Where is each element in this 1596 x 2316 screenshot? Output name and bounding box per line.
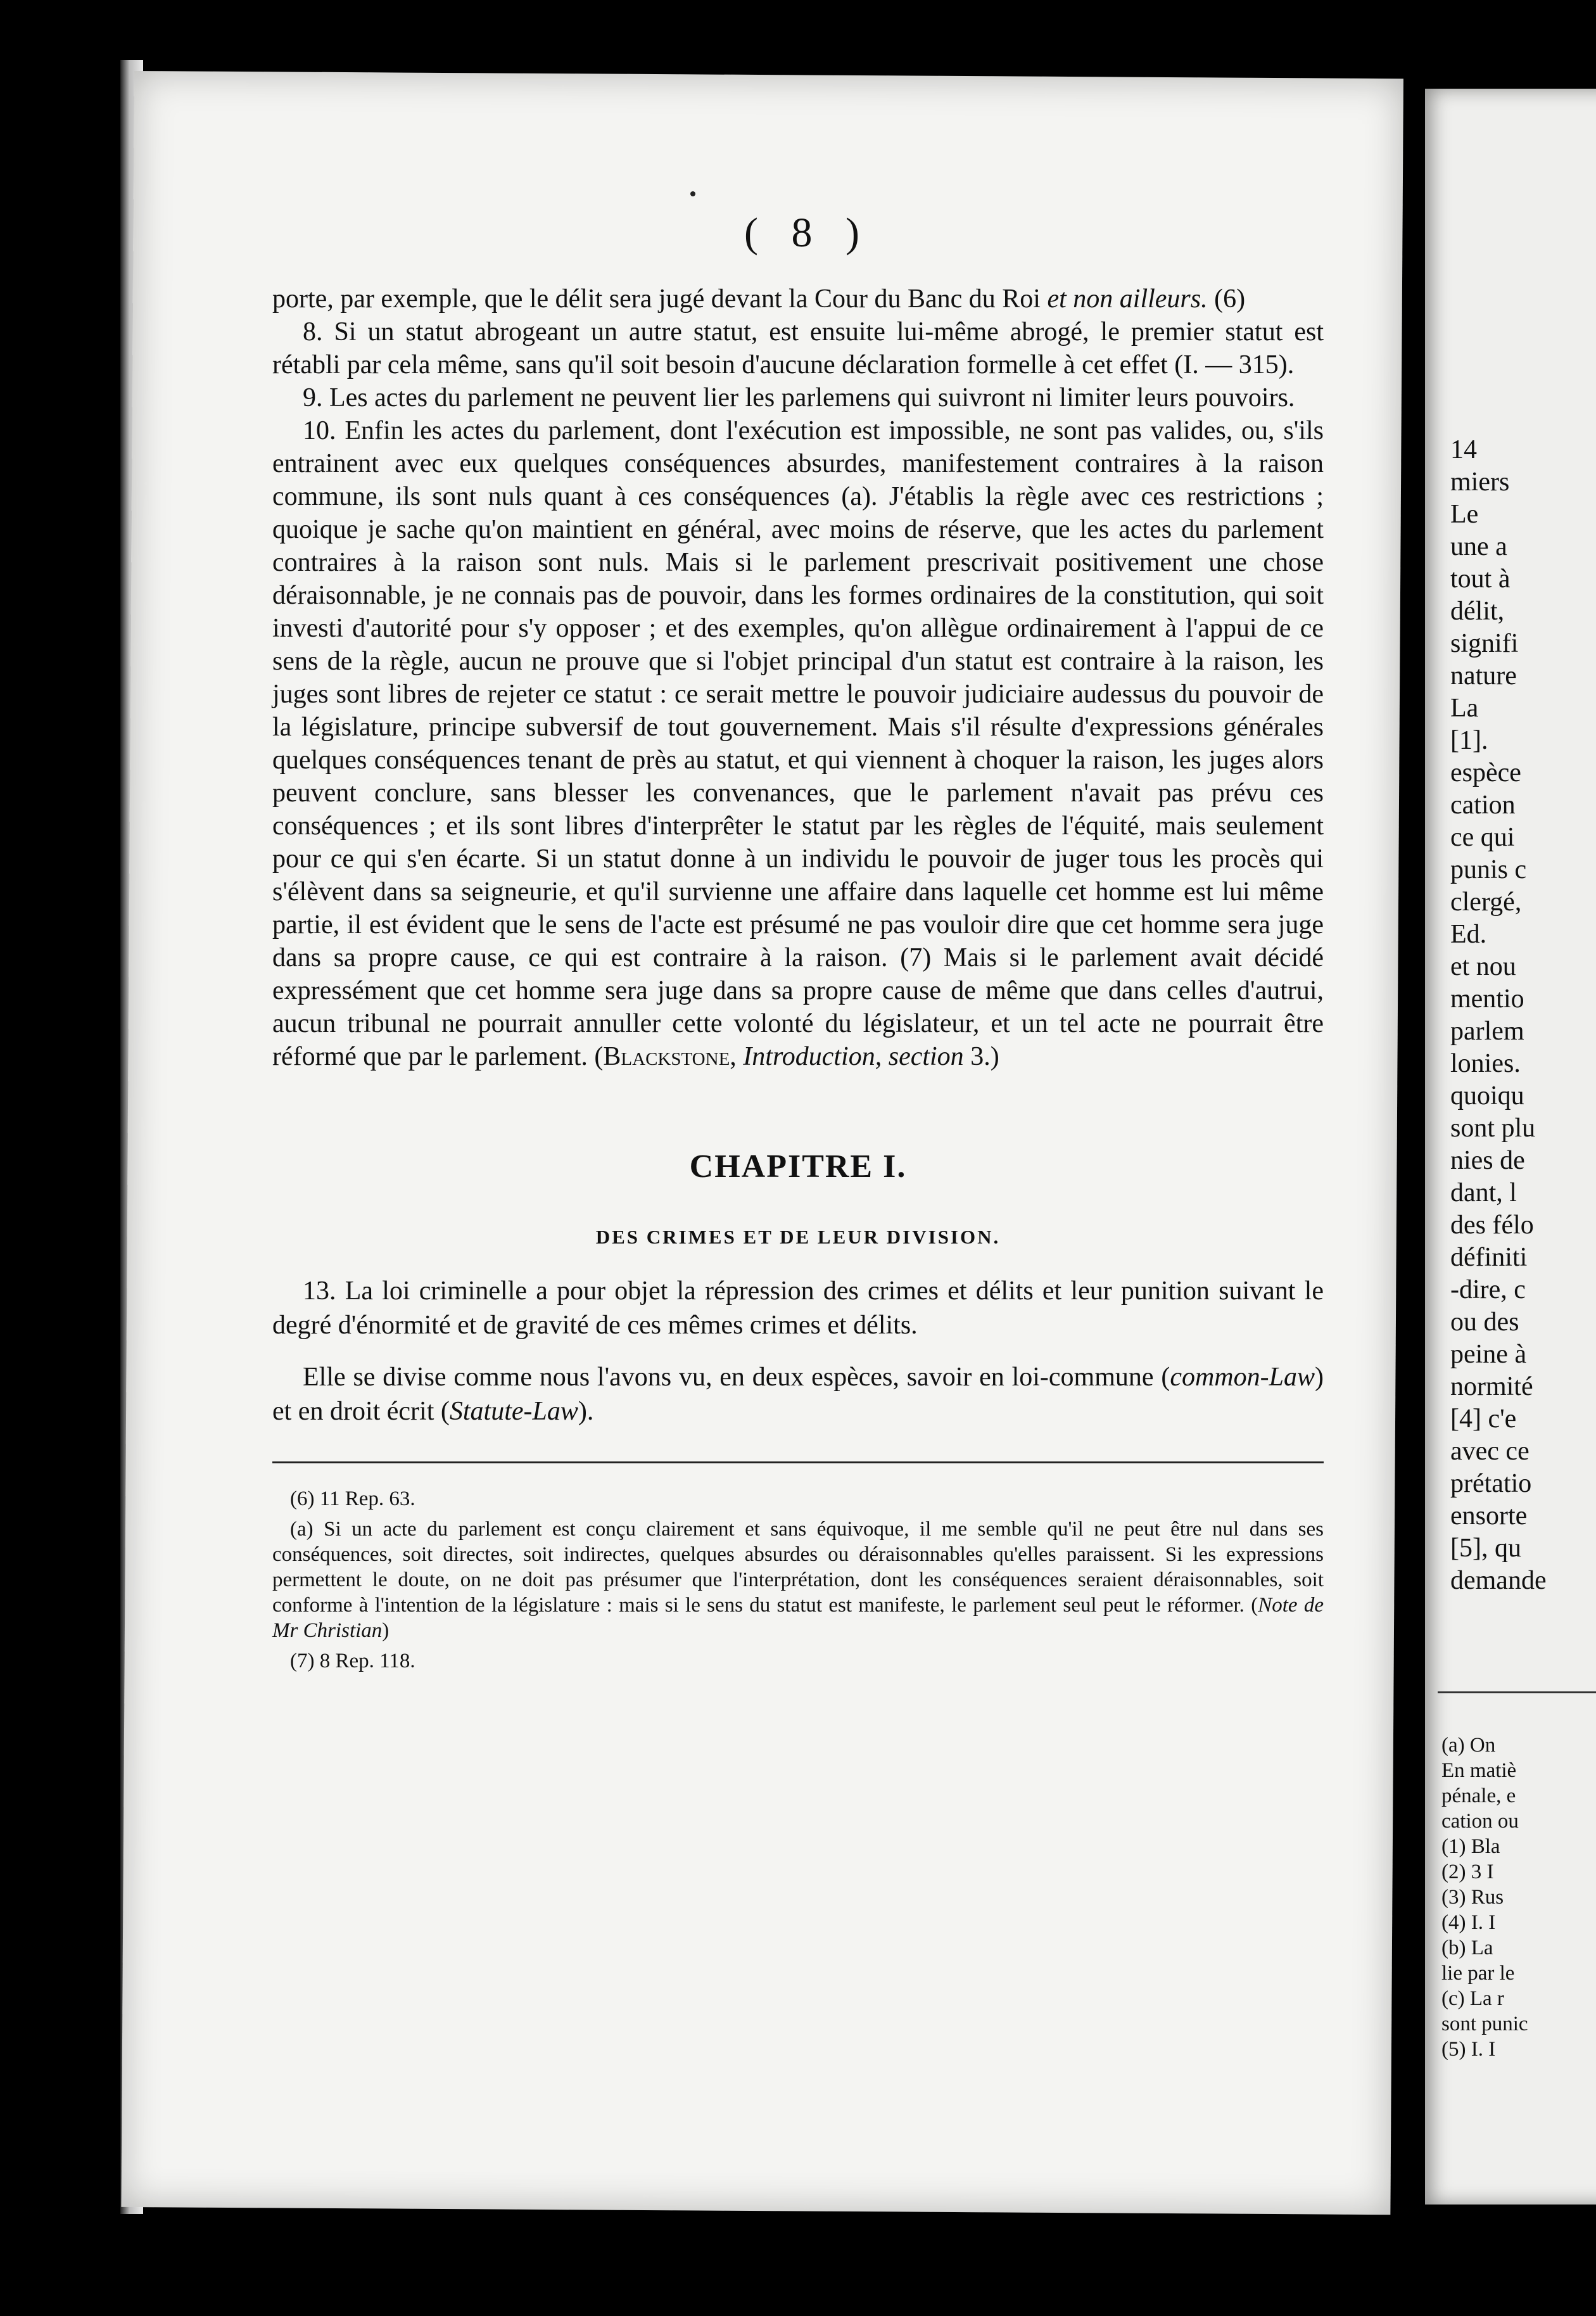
facing-page-line: punis c — [1450, 855, 1527, 884]
facing-page-line: ou des — [1450, 1308, 1519, 1337]
facing-page-line: avec ce — [1450, 1437, 1530, 1466]
facing-page-line: sont plu — [1450, 1114, 1536, 1143]
facing-page-line: clergé, — [1450, 888, 1522, 917]
facing-page-line: délit, — [1450, 597, 1505, 626]
footnote-6: (6) 11 Rep. 63. — [290, 1487, 415, 1510]
left-page-content — [272, 209, 1324, 1674]
continuation-text: porte, par exemple, que le délit sera jugé devant la Cour du Banc du Roi — [272, 284, 1048, 314]
facing-page-line: normité — [1450, 1372, 1533, 1401]
facing-page-line: dant, l — [1450, 1178, 1517, 1207]
facing-page-line: [1]. — [1450, 726, 1488, 755]
paragraph-9: 9. Les actes du parlement ne peuvent lier les parlemens qui suivront ni limiter leurs pouvoirs. — [303, 383, 1295, 412]
facing-page-notes — [1441, 1733, 1528, 2062]
paragraph-13: 13. La loi criminelle a pour objet la répression des crimes et délits et leur punition suivant le degré d'énormité et de gravité de ces mêmes crimes et délits. — [272, 1276, 1324, 1340]
facing-page-line: Le — [1450, 500, 1479, 529]
facing-page-line: nature — [1450, 661, 1517, 690]
facing-page-line: tout à — [1450, 564, 1510, 594]
citation-end: 3.) — [963, 1042, 999, 1071]
facing-page-line: prétatio — [1450, 1469, 1532, 1498]
facing-page-note: (b) La — [1441, 1937, 1493, 1959]
page-number: ( 8 ) — [744, 210, 871, 256]
facing-page-line: quoiqu — [1450, 1081, 1524, 1110]
footnote-7: (7) 8 Rep. 118. — [290, 1650, 415, 1672]
facing-page-line: peine à — [1450, 1340, 1527, 1369]
facing-page-note: (c) La r — [1441, 1987, 1504, 2010]
ink-speck — [690, 191, 695, 196]
facing-page-note: lie par le — [1441, 1962, 1515, 1985]
facing-page-note: (3) Rus — [1441, 1886, 1504, 1909]
facing-page-line: 14 — [1450, 435, 1477, 464]
body-text — [272, 283, 1324, 1073]
facing-page-lines — [1450, 434, 1547, 1597]
facing-page-note: (4) I. I — [1441, 1911, 1496, 1934]
facing-page-line: La — [1450, 694, 1479, 723]
chapter-title: CHAPITRE I. — [689, 1148, 907, 1185]
facing-page-line: cation — [1450, 791, 1516, 820]
facing-page-note: (1) Bla — [1441, 1835, 1500, 1858]
citation-comma: , — [730, 1042, 744, 1071]
paragraph-10-text: 10. Enfin les actes du parlement, dont l'exécution est impossible, ne sont pas valides, ou, s'ils entrainent avec eux quelques conséquences absurdes, manifestement contraires à la raison commune, ils sont nuls quant à ces conséquences (a). J'établis la règle avec ces restrictions ; quoique je sache qu'on maintient en général, avec moins de réserve, que les actes du parlement contraires à la raison sont nuls. Mais si le parlement prescrivait positivement une chose déraisonnable, je ne connais pas de pouvoir, dans les formes ordinaires de la constitution, qui soit investi d'autorité pour s'y opposer ; et des exemples, qu'on allègue ordinairement à l'appui de ce sens de la règle, aucun ne prouve que si l'objet principal d'un statut est contraire à la raison, les juges sont libres de rejeter ce statut : ce serait mettre le pouvoir judiciaire audessus du pouvoir de la législature, principe subversif de tout gouvernement. Mais s'il résulte d'expressions générales quelques conséquences tenant de près au statut, et qui viennent à choquer la raison, les juges alors peuvent conclure, sans blesser les convenances, que le parlement n'avait pas prévu ces conséquences ; et ils sont libres d'interprêter le statut par les règles de l'équité, mais seulement pour ce qui s'en écarte. Si un statut donne à un individu le pouvoir de juger tous les procès qui s'élèvent dans sa seigneurie, et qu'il survienne une affaire dans laquelle cet homme est lui même partie, il est évident que le sens de l'acte est présumé ne pas vouloir dire que cet homme sera juge dans sa propre cause, ce qui est contraire à la raison. (7) Mais si le parlement avait décidé expressément que cet homme sera juge dans sa propre cause de même que dans celles d'autrui, aucun tribunal ne pourrait annuller cette volonté du législateur, et un tel acte ne pourrait être réformé que par le parlement. ( — [272, 416, 1324, 1071]
footnote-a-attribution: Note de Mr Christian — [272, 1594, 1324, 1642]
facing-page-note: pénale, e — [1441, 1785, 1516, 1807]
facing-page-line: [4] c'e — [1450, 1404, 1517, 1434]
chapter-text — [272, 1274, 1324, 1428]
facing-page-line: mentio — [1450, 984, 1524, 1014]
facing-page-line: définiti — [1450, 1243, 1528, 1272]
footnotes — [272, 1486, 1324, 1674]
paragraph-10 — [272, 414, 1324, 1073]
footnote-a — [272, 1517, 1324, 1643]
facing-page-note: (a) On — [1441, 1734, 1496, 1757]
facing-page-note: En matiè — [1441, 1759, 1517, 1782]
common-law-term: common-Law — [1170, 1363, 1315, 1392]
footnote-rule — [272, 1461, 1324, 1463]
facing-page-line: des félo — [1450, 1211, 1534, 1240]
facing-page-line: et nou — [1450, 952, 1516, 981]
facing-page-line: parlem — [1450, 1017, 1524, 1046]
division-text-c: ). — [578, 1397, 594, 1426]
facing-page-line: ensorte — [1450, 1501, 1528, 1530]
continuation-line — [272, 283, 1324, 315]
facing-page-line: Ed. — [1450, 920, 1487, 949]
facing-page-line: miers — [1450, 468, 1510, 497]
facing-page-line: signifi — [1450, 629, 1519, 658]
facing-page-rule — [1438, 1691, 1596, 1693]
facing-page-line: nies de — [1450, 1146, 1525, 1175]
footnote-a-text: (a) Si un acte du parlement est conçu clairement et sans équivoque, il me semble qu'il ne peut être nul dans ses conséquences, soit directes, soit indirectes, quelques absurdes ou déraisonnables qu'elles paraissent. Si les expressions permettent le doute, on ne doit pas présumer que l'interprétation, dont les conséquences seraient déraisonnables, soit conforme à l'intention de la législature : mais si le sens du statut est manifeste, le parlement seul peut le réformer. ( — [272, 1518, 1324, 1617]
footnote-ref-6: (6) — [1207, 284, 1246, 314]
facing-page — [1425, 89, 1596, 2205]
facing-page-line: lonies. — [1450, 1049, 1521, 1078]
facing-page-line: une a — [1450, 532, 1507, 561]
division-text-b: ) et en droit écrit ( — [272, 1363, 1324, 1426]
continuation-italic: et non ailleurs. — [1047, 284, 1208, 314]
citation-author: Blackstone — [603, 1042, 730, 1071]
paragraph-division — [272, 1360, 1324, 1428]
facing-page-note: (2) 3 I — [1441, 1861, 1494, 1883]
facing-page-note: sont punic — [1441, 2013, 1528, 2035]
facing-page-line: espèce — [1450, 758, 1521, 787]
chapter-subtitle: DES CRIMES ET DE LEUR DIVISION. — [595, 1226, 1001, 1248]
facing-page-line: demande — [1450, 1566, 1547, 1595]
facing-page-note: (5) I. I — [1441, 2038, 1496, 2061]
facing-page-line: -dire, c — [1450, 1275, 1526, 1304]
paragraph-8: 8. Si un statut abrogeant un autre statut, est ensuite lui-même abrogé, le premier statut est rétabli par cela même, sans qu'il soit besoin d'aucune déclaration formelle à cet effet (I. — 315). — [272, 317, 1324, 379]
citation-work: Introduction, section — [743, 1042, 964, 1071]
facing-page-note: cation ou — [1441, 1810, 1519, 1833]
division-text-a: Elle se divise comme nous l'avons vu, en deux espèces, savoir en loi-commune ( — [303, 1363, 1170, 1392]
facing-page-line: [5], qu — [1450, 1534, 1521, 1563]
facing-page-line: ce qui — [1450, 823, 1515, 852]
footnote-a-close: ) — [382, 1619, 390, 1642]
statute-law-term: Statute-Law — [449, 1397, 578, 1426]
